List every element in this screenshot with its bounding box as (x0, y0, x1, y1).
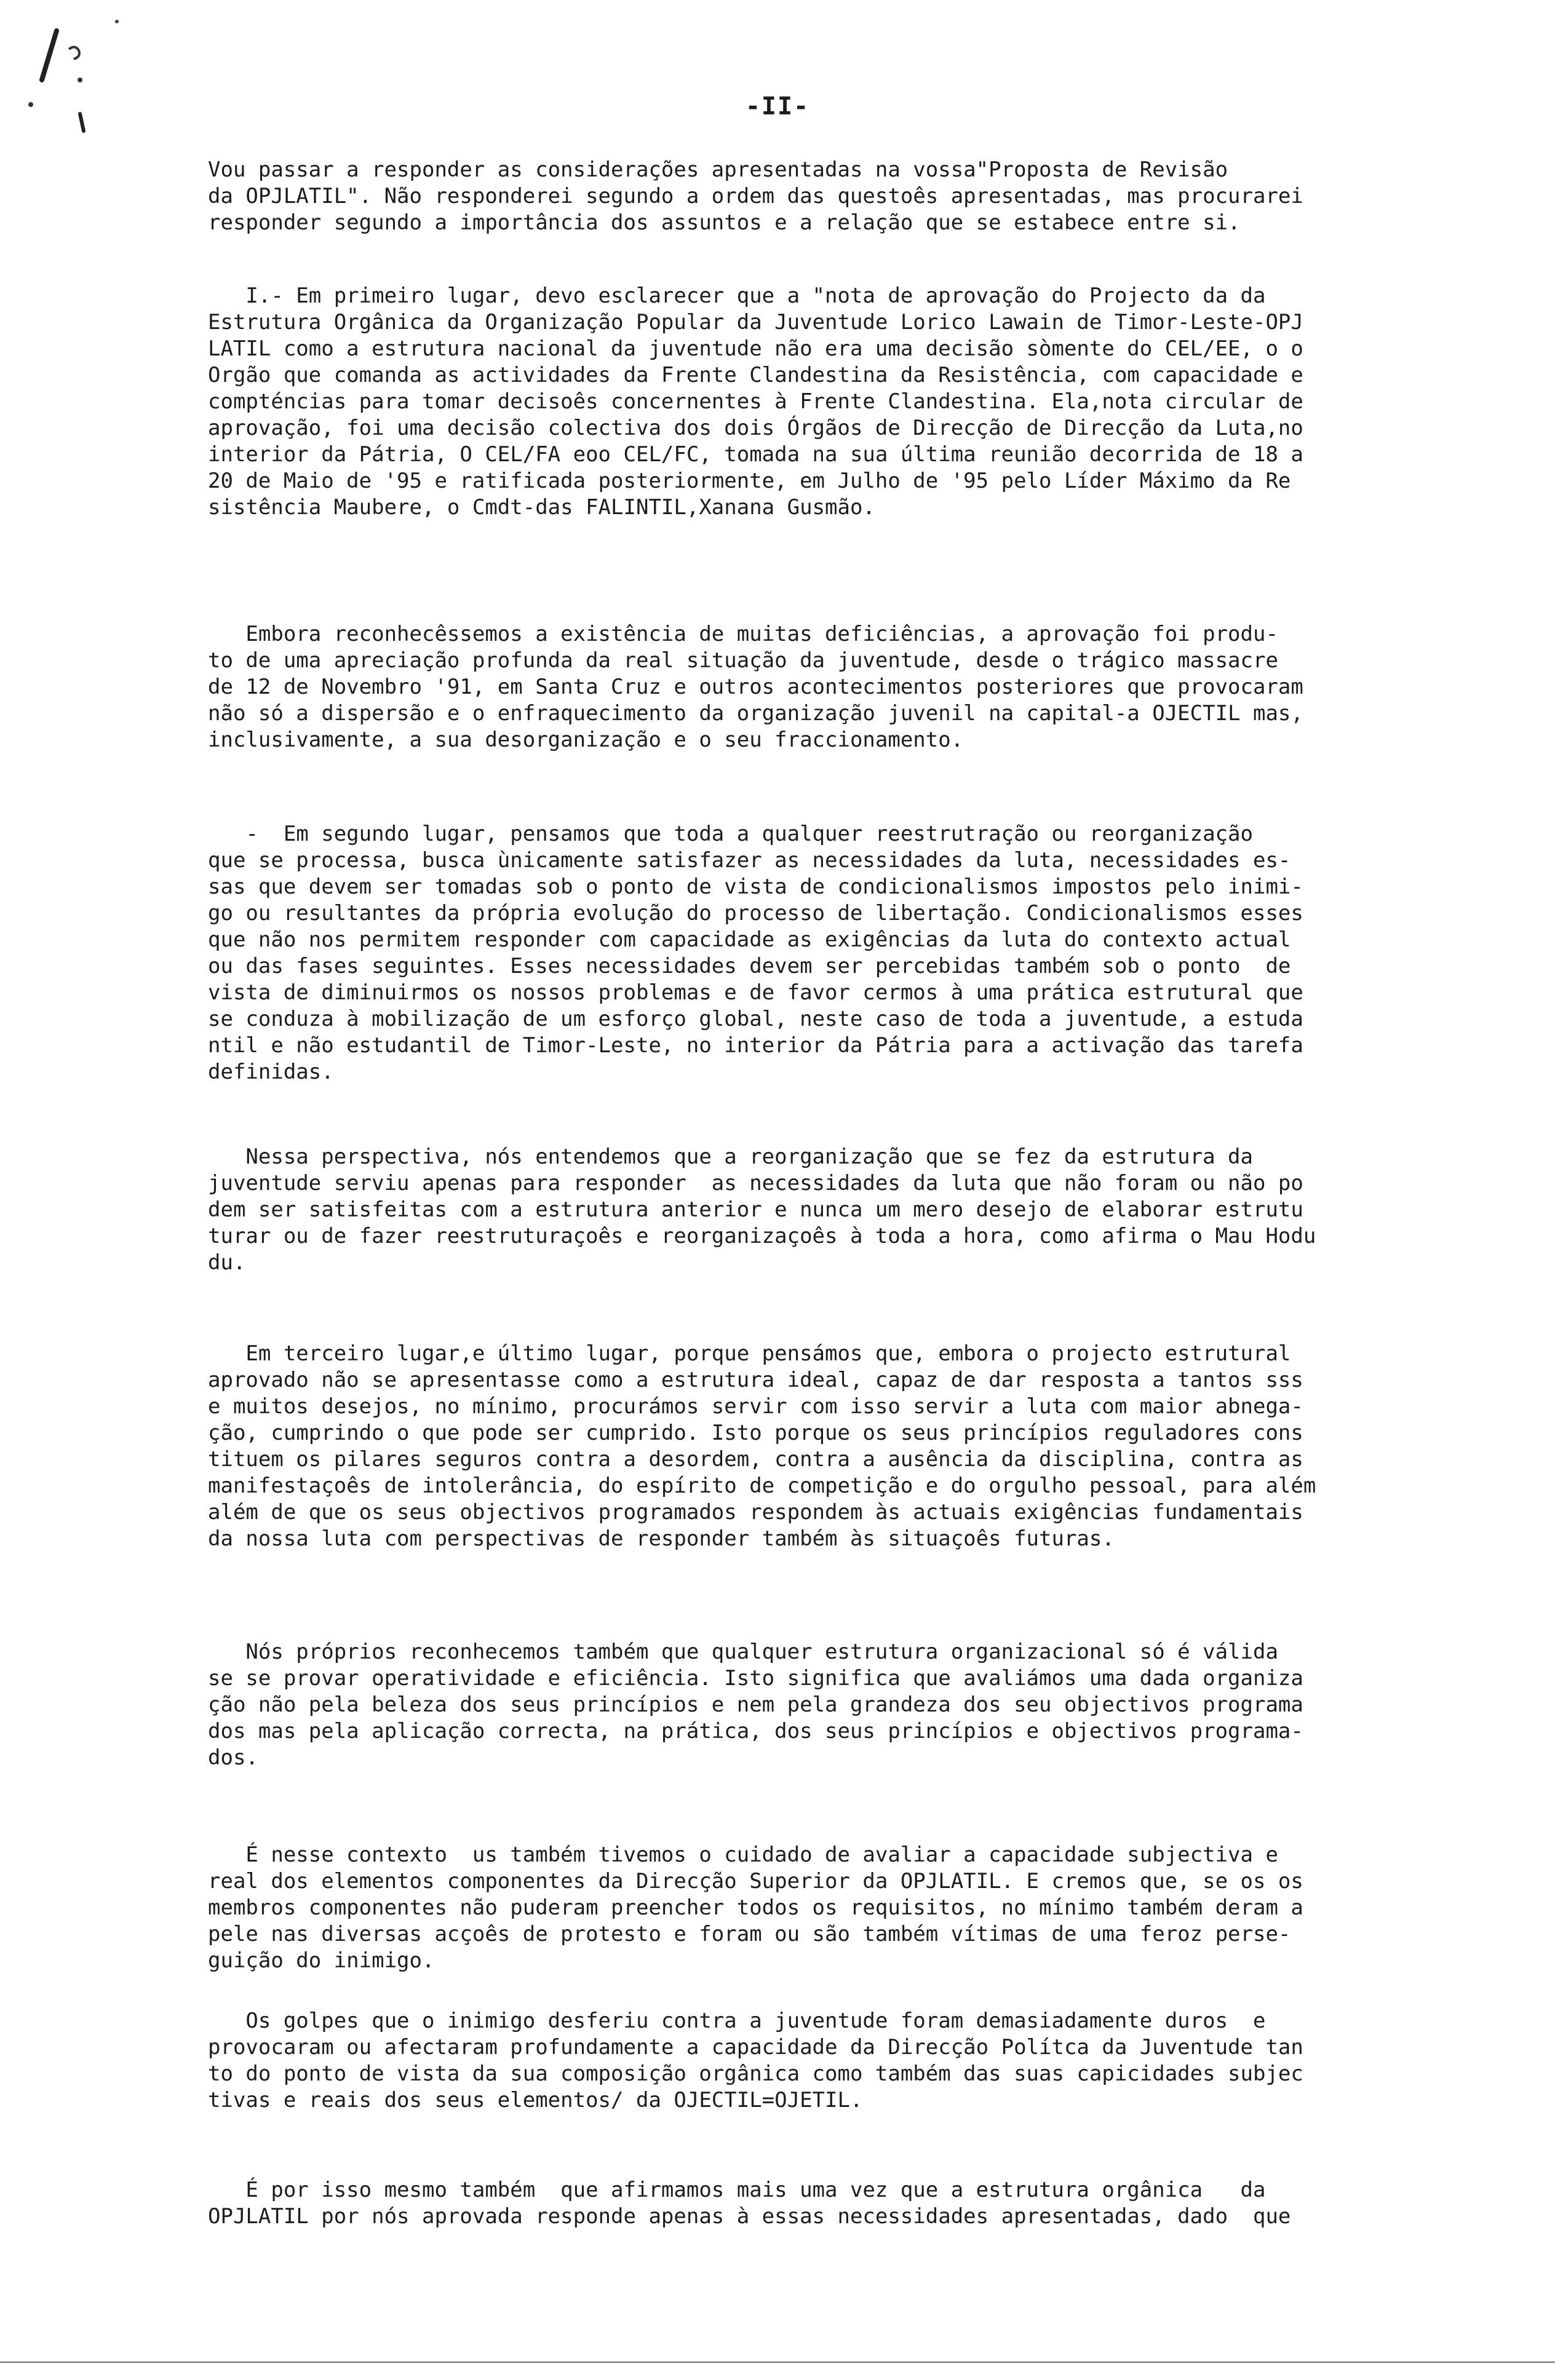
paragraph-third-point (208, 1341, 1487, 1552)
text-line: turar ou de fazer reestruturaçoês e reorganizaçoês à toda a hora, como afirma o Mau Hodu (208, 1224, 1316, 1248)
text-line: sas que devem ser tomadas sob o ponto de vista de condicionalismos impostos pelo inimi- (208, 875, 1303, 899)
paragraph-perspective (208, 1144, 1487, 1276)
text-line: I.- Em primeiro lugar, devo esclarecer que a "nota de aprovação do Projecto da da (208, 284, 1266, 308)
paragraph-enemy-blows (208, 2008, 1487, 2114)
text-line: definidas. (208, 1060, 334, 1084)
text-line: É por isso mesmo também que afirmamos mais uma vez que a estrutura orgânica da (208, 2178, 1266, 2202)
text-line: provocaram ou afectaram profundamente a capacidade da Direcção Polítca da Juventude tan (208, 2035, 1303, 2060)
handwritten-mark-icon (18, 12, 123, 148)
text-line: da nossa luta com perspectivas de responder também às situaçoês futuras. (208, 1526, 1115, 1551)
paragraph-validity (208, 1639, 1487, 1771)
text-line: ntil e não estudantil de Timor-Leste, no interior da Pátria para a activação das tarefa (208, 1033, 1303, 1058)
paragraph-second-point (208, 821, 1487, 1085)
text-line: to de uma apreciação profunda da real situação da juventude, desde o trágico massacre (208, 648, 1278, 673)
text-line: inclusivamente, a sua desorganização e o seu fraccionamento. (208, 728, 964, 752)
text-line: Nessa perspectiva, nós entendemos que a reorganização que se fez da estrutura da (208, 1144, 1253, 1169)
text-line: Vou passar a responder as considerações apresentadas na vossa"Proposta de Revisão (208, 157, 1228, 182)
text-line: guição do inimigo. (208, 1948, 435, 1973)
text-line: se se provar operatividade e eficiência. Isto significa que avaliámos uma dada organiza (208, 1666, 1303, 1691)
text-line: se conduza à mobilização de um esforço global, neste caso de toda a juventude, a estuda (208, 1007, 1303, 1031)
text-line: Orgão que comanda as actividades da Frente Clandestina da Resistência, com capacidade e (208, 363, 1303, 387)
text-line: 20 de Maio de '95 e ratificada posteriormente, em Julho de '95 pelo Líder Máximo da Re (208, 469, 1291, 493)
page-bottom-rule (0, 2362, 1555, 2363)
text-line: além de que os seus objectivos programados respondem às actuais exigências fundamentais (208, 1500, 1303, 1525)
text-line: dem ser satisfeitas com a estrutura anterior e nunca um mero desejo de elaborar estrutu (208, 1197, 1303, 1222)
text-line: LATIL como a estrutura nacional da juventude não era uma decisão sòmente do CEL/EE, o o (208, 336, 1303, 361)
text-line: ção não pela beleza dos seus princípios e nem pela grandeza dos seu objectivos programa (208, 1692, 1303, 1717)
text-line: vista de diminuirmos os nossos problemas e de favor cermos à uma prática estrutural que (208, 980, 1303, 1005)
text-line: go ou resultantes da própria evolução do processo de libertação. Condicionalismos esses (208, 901, 1303, 926)
text-line: Em terceiro lugar,e último lugar, porque pensámos que, embora o projecto estrutural (208, 1341, 1291, 1366)
text-line: que não nos permitem responder com capacidade as exigências da luta do contexto actual (208, 927, 1291, 952)
text-line: dos mas pela aplicação correcta, na prática, dos seus princípios e objectivos programa- (208, 1719, 1303, 1743)
paragraph-context (208, 1842, 1487, 1974)
text-line: de 12 de Novembro '91, em Santa Cruz e outros acontecimentos posteriores que provocaram (208, 675, 1303, 699)
text-line: Estrutura Orgânica da Organização Popular da Juventude Lorico Lawain de Timor-Leste-OPJ (208, 310, 1303, 335)
text-line: aprovado não se apresentasse como a estrutura ideal, capaz de dar resposta a tantos sss (208, 1368, 1303, 1392)
text-line: responder segundo a importância dos assuntos e a relação que se estabece entre si. (208, 210, 1241, 235)
paragraph-intro (208, 157, 1487, 236)
text-line: - Em segundo lugar, pensamos que toda a qualquer reestrutração ou reorganização (208, 822, 1253, 846)
text-line: interior da Pátria, O CEL/FA eoo CEL/FC, tomada na sua última reunião decorrida de 18 a (208, 442, 1303, 467)
paragraph-conclusion (208, 2177, 1487, 2230)
paragraph-acknowledgement (208, 621, 1487, 753)
text-line: aprovação, foi uma decisão colectiva dos dois Órgãos de Direcção de Direcção da Luta,no (208, 416, 1303, 440)
text-line: juventude serviu apenas para responder as necessidades da luta que não foram ou não po (208, 1171, 1303, 1196)
text-line: to do ponto de vista da sua composição orgânica como também das suas capicidades subjec (208, 2061, 1303, 2086)
text-line: tituem os pilares seguros contra a desordem, contra a ausência da disciplina, contra as (208, 1447, 1303, 1472)
text-line: que se processa, busca ùnicamente satisfazer as necessidades da luta, necessidades es- (208, 848, 1291, 873)
text-line: OPJLATIL por nós aprovada responde apenas à essas necessidades apresentadas, dado que (208, 2204, 1291, 2229)
text-line: membros componentes não puderam preencher todos os requisitos, no mínimo também deram a (208, 1895, 1303, 1920)
paragraph-first-point (208, 283, 1487, 521)
text-line: da OPJLATIL". Não responderei segundo a ordem das questoês apresentadas, mas procurarei (208, 184, 1303, 208)
text-line: compténcias para tomar decisoês concernentes à Frente Clandestina. Ela,nota circular de (208, 389, 1303, 414)
text-line: Nós próprios reconhecemos também que qualquer estrutura organizacional só é válida (208, 1640, 1278, 1664)
text-line: tivas e reais dos seus elementos/ da OJECTIL=OJETIL. (208, 2088, 863, 2112)
text-line: Os golpes que o inimigo desferiu contra a juventude foram demasiadamente duros e (208, 2009, 1266, 2033)
text-line: manifestaçoês de intolerância, do espírito de competição e do orgulho pessoal, para além (208, 1474, 1316, 1498)
text-line: real dos elementos componentes da Direcção Superior da OPJLATIL. E cremos que, se os os (208, 1869, 1303, 1894)
text-line: ção, cumprindo o que pode ser cumprido. Isto porque os seus princípios reguladores cons (208, 1421, 1303, 1445)
text-line: Embora reconhecêssemos a existência de muitas deficiências, a aprovação foi produ- (208, 622, 1278, 646)
text-line: du. (208, 1250, 246, 1275)
text-line: dos. (208, 1745, 258, 1770)
text-line: e muitos desejos, no mínimo, procurámos servir com isso servir a luta com maior abnega- (208, 1394, 1303, 1419)
text-line: ou das fases seguintes. Esses necessidades devem ser percebidas também sob o ponto de (208, 954, 1291, 978)
page-number: -II- (745, 92, 810, 121)
text-line: É nesse contexto us também tivemos o cuidado de avaliar a capacidade subjectiva e (208, 1843, 1278, 1867)
text-line: não só a dispersão e o enfraquecimento da organização juvenil na capital-a OJECTIL mas, (208, 701, 1303, 726)
text-line: pele nas diversas acçoês de protesto e foram ou são também vítimas de uma feroz perse- (208, 1922, 1291, 1946)
text-line: sistência Maubere, o Cmdt-das FALINTIL,Xanana Gusmão. (208, 495, 875, 520)
